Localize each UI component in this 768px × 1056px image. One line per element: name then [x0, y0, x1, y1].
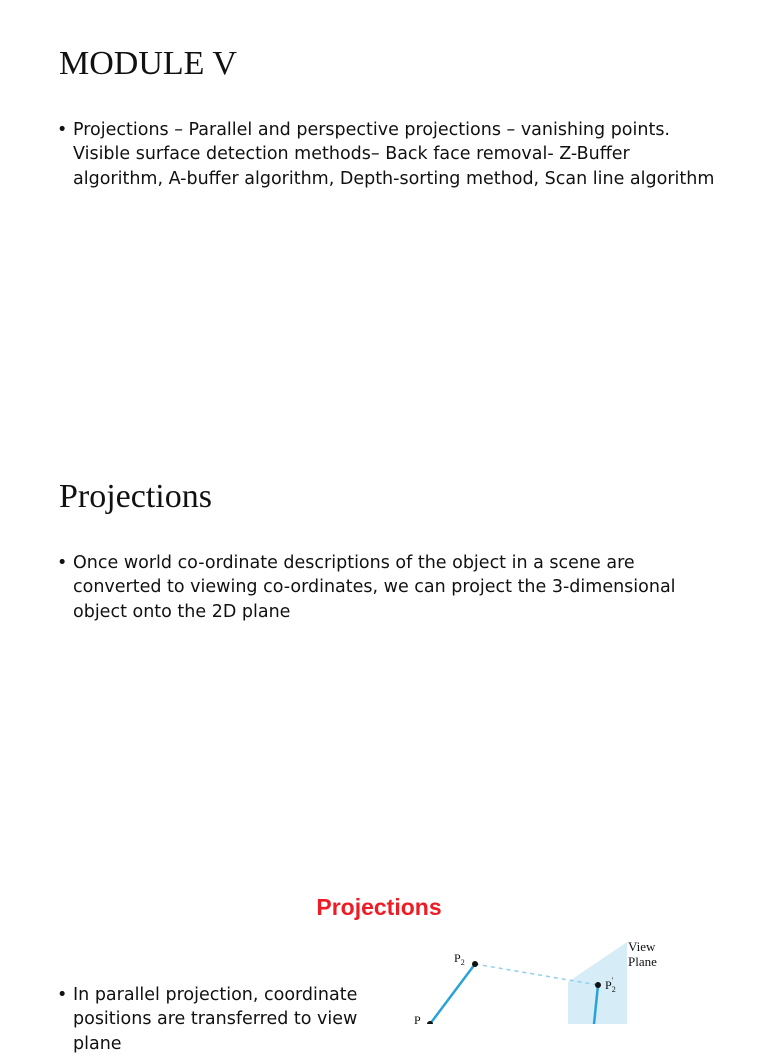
bullet-list [57, 551, 725, 624]
slide-heading: Projections [316, 894, 442, 920]
bullet-list [57, 118, 717, 191]
view-plane-label-1: View [628, 939, 656, 954]
bullet-text: Projections – Parallel and perspective projections – vanishing points. Visible surface detection methods– Back face removal- Z-Buffer algorithm, A-buffer algorithm, Depth-sorting method, Scan line algorithm [73, 120, 715, 189]
view-plane-label-2: Plane [628, 954, 657, 969]
bullet-list [57, 983, 387, 1056]
object-line [430, 964, 475, 1024]
projection-diagram [400, 925, 700, 1024]
point-p2-prime [595, 982, 601, 988]
label-p1: P [414, 1013, 421, 1024]
bullet-text: Once world co-ordinate descriptions of the object in a scene are converted to viewing co-ordinates, we can project the 3-dimensional object onto the 2D plane [73, 553, 676, 622]
label-p2: $P_2$ [454, 951, 465, 967]
list-item [57, 983, 387, 1056]
point-p2 [472, 961, 478, 967]
label-p2-prime: $P_2'$ [605, 976, 616, 994]
list-item [57, 118, 717, 191]
bullet-icon: • [57, 553, 68, 573]
bullet-icon: • [57, 120, 68, 140]
bullet-text: In parallel projection, coordinate positions are transferred to view plane [73, 985, 358, 1054]
slide-title: Projections [59, 478, 212, 515]
slide-title: MODULE V [59, 45, 237, 82]
list-item [57, 551, 725, 624]
bullet-icon: • [57, 985, 68, 1005]
